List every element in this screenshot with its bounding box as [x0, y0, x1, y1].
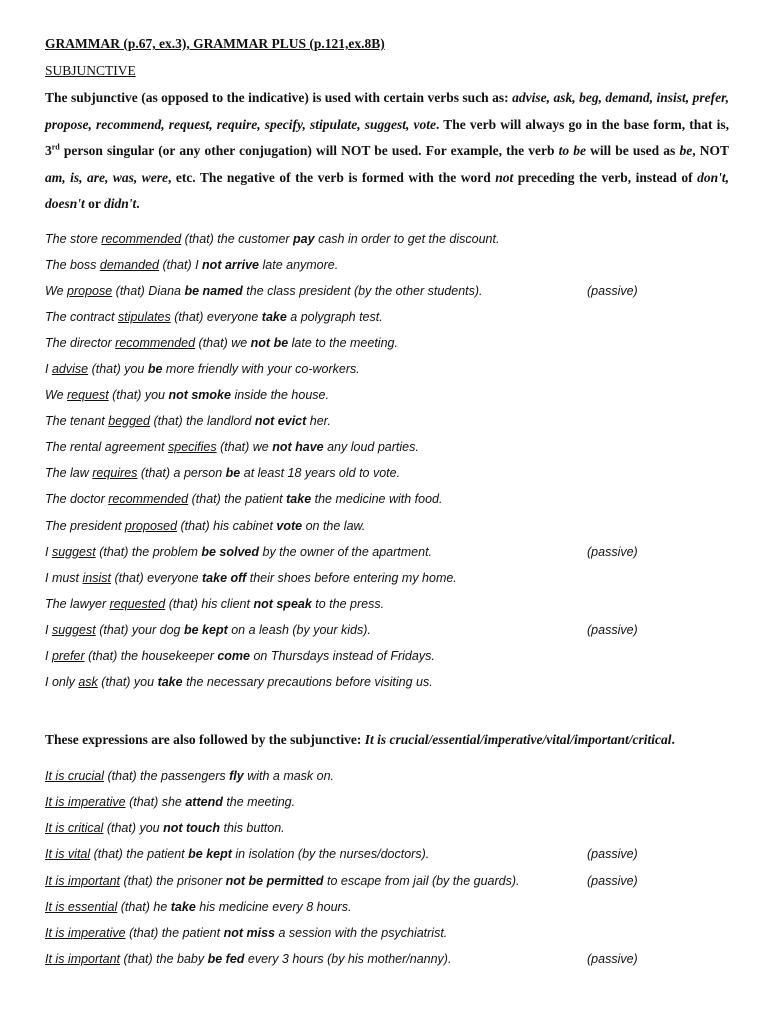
subjunctive-verb: not be permitted: [225, 873, 324, 888]
section-title: SUBJUNCTIVE: [45, 63, 136, 78]
sentence-text: (that) his cabinet: [177, 518, 277, 533]
example-sentence: [45, 304, 729, 330]
subjunctive-verb: take: [261, 309, 287, 324]
subjunctive-verb: not arrive: [202, 257, 260, 272]
expression-sentence: [45, 868, 729, 894]
subjunctive-verb: not miss: [223, 925, 275, 940]
sentence-text: (that) the customer: [181, 231, 294, 246]
sentence-subject: The lawyer: [45, 596, 110, 611]
trigger-verb: propose: [67, 283, 113, 298]
sentence-subject: I must: [45, 570, 83, 585]
sentence-text: (that) he: [117, 899, 171, 914]
subjunctive-verb: be: [225, 466, 241, 481]
sentence-text: (that) the baby: [120, 951, 208, 966]
trigger-verb: request: [67, 388, 109, 403]
sentence-subject: The store: [45, 231, 102, 246]
example-sentence: [45, 434, 729, 460]
subjunctive-verb: take: [157, 675, 183, 690]
trigger-verb: advise: [51, 361, 89, 376]
trigger-verb: demanded: [99, 257, 159, 272]
trigger-verb: prefer: [51, 649, 85, 663]
sentence-text: any loud parties.: [323, 440, 419, 455]
examples-list: [45, 226, 729, 696]
passive-label: (passive): [587, 873, 638, 888]
sentence-text: the necessary precautions before visiting us.: [182, 675, 433, 690]
trigger-expression: It is imperative: [45, 925, 126, 940]
example-sentence: [45, 591, 729, 617]
sentence-subject: We: [45, 388, 67, 403]
trigger-verb: proposed: [124, 518, 178, 533]
sentence-text: this button.: [220, 821, 285, 836]
sentence-text: late anymore.: [259, 257, 339, 272]
sentence-text: (that) we: [195, 335, 251, 350]
trigger-expression: It is crucial: [45, 769, 105, 784]
passive-label: (passive): [587, 951, 638, 966]
sentence-text: to the press.: [311, 596, 385, 611]
subjunctive-verb: take off: [202, 570, 247, 585]
subjunctive-verb: not speak: [253, 596, 312, 611]
sentence-text: (that) Diana: [112, 283, 185, 298]
sentence-subject: I: [45, 622, 52, 637]
sentence-text: (that) everyone: [170, 309, 262, 324]
subjunctive-verb: take: [286, 492, 312, 507]
trigger-expression: It is vital: [45, 847, 91, 862]
sentence-text: cash in order to get the discount.: [314, 231, 500, 246]
sentence-text: by the owner of the apartment.: [259, 544, 433, 559]
sentence-text: (that) a person: [137, 466, 226, 481]
trigger-verb: ask: [78, 675, 98, 690]
subjunctive-verb: attend: [185, 795, 223, 810]
subjunctive-verb: fly: [229, 769, 244, 784]
sentence-subject: The rental agreement: [45, 440, 168, 455]
document-heading: GRAMMAR (p.67, ex.3), GRAMMAR PLUS (p.121,ex.8B): [45, 36, 385, 51]
trigger-verb: suggest: [51, 544, 96, 559]
sentence-text: a session with the psychiatrist.: [274, 925, 448, 940]
sentence-text: at least 18 years old to vote.: [240, 466, 401, 481]
example-sentence: [45, 643, 729, 669]
sentence-text: a polygraph test.: [286, 309, 383, 324]
trigger-verb: recommended: [115, 335, 196, 350]
sentence-text: (that) everyone: [111, 570, 203, 585]
expression-sentence: [45, 789, 729, 815]
sentence-text: (that) you: [97, 675, 158, 690]
sentence-subject: The director: [45, 335, 116, 350]
sentence-text: his medicine every 8 hours.: [195, 899, 352, 914]
expression-sentence: [45, 815, 729, 841]
ordinal-suffix: rd: [51, 142, 60, 152]
subjunctive-verb: be solved: [201, 544, 260, 559]
example-verb: to be: [558, 143, 586, 158]
trigger-expression: It is critical: [45, 821, 104, 836]
intro-text: . The verb will always go in the base form, that is, 3: [45, 116, 729, 158]
sentence-text: (that) the housekeeper: [84, 649, 218, 663]
expression-sentence: [45, 763, 729, 789]
example-sentence: [45, 252, 729, 278]
sentence-text: (that) you: [108, 388, 169, 403]
intro-text: .: [136, 196, 140, 211]
example-sentence: [45, 617, 729, 643]
subjunctive-verb: come: [217, 649, 250, 663]
subjunctive-verb: not evict: [254, 414, 307, 429]
subjunctive-verb: be named: [184, 283, 243, 298]
subjunctive-verb: not have: [272, 440, 324, 455]
subjunctive-verb: pay: [293, 231, 315, 246]
trigger-verb: stipulates: [117, 309, 171, 324]
trigger-verb: begged: [108, 414, 150, 429]
sentence-subject: The boss: [45, 257, 100, 272]
sentence-subject: I: [45, 544, 52, 559]
sentence-text: (that) you: [103, 821, 164, 836]
sentence-subject: I: [45, 361, 52, 376]
sentence-text: inside the house.: [230, 388, 329, 403]
example-sentence: [45, 669, 729, 695]
trigger-expression: It is imperative: [45, 795, 126, 810]
negative-form: didn't: [104, 196, 137, 211]
sentence-text: the class president (by the other students).: [242, 283, 483, 298]
passive-label: (passive): [587, 283, 638, 298]
sentence-text: the medicine with food.: [311, 492, 443, 507]
example-sentence: [45, 408, 729, 434]
trigger-verb: recommended: [101, 231, 182, 246]
sentence-subject: The president: [45, 518, 125, 533]
sentence-text: their shoes before entering my home.: [246, 570, 457, 585]
sentence-text: (that) his client: [165, 596, 254, 611]
subjunctive-verb: not smoke: [168, 388, 231, 403]
passive-label: (passive): [587, 847, 638, 862]
sentence-text: (that) the patient: [125, 925, 224, 940]
intro-text: or: [84, 196, 105, 211]
sentence-text: with a mask on.: [243, 769, 335, 784]
example-sentence: [45, 278, 729, 304]
sentence-text: (that) the problem: [95, 544, 202, 559]
sentence-text: her.: [306, 414, 331, 429]
expression-sentence: [45, 920, 729, 946]
intro-text: , NOT: [692, 143, 729, 158]
expression-sentence: [45, 946, 729, 972]
expressions-heading-text: These expressions are also followed by the subjunctive:: [45, 732, 365, 748]
sentence-subject: The contract: [45, 309, 118, 324]
expression-sentence: [45, 894, 729, 920]
subjunctive-verb: be kept: [183, 622, 228, 637]
sentence-subject: The doctor: [45, 492, 109, 507]
sentence-text: every 3 hours (by his mother/nanny).: [244, 951, 452, 966]
sentence-subject: I only: [45, 675, 79, 690]
negative-forms: don't, doesn't: [45, 169, 729, 211]
trigger-verb: suggest: [51, 622, 96, 637]
sentence-text: (that) the passengers: [104, 769, 230, 784]
verb-forms: am, is, are, was, were: [45, 169, 168, 185]
trigger-expression: It is essential: [45, 899, 118, 914]
sentence-text: (that) the patient: [90, 847, 189, 862]
sentence-text: on Thursdays instead of Fridays.: [250, 649, 435, 663]
sentence-text: (that) you: [88, 361, 148, 376]
sentence-text: (that) the landlord: [149, 414, 255, 429]
passive-label: (passive): [587, 544, 638, 559]
trigger-verb: specifies: [168, 440, 217, 455]
example-sentence: [45, 539, 729, 565]
sentence-text: late to the meeting.: [288, 335, 398, 350]
example-sentence: [45, 565, 729, 591]
sentence-subject: The law: [45, 466, 93, 481]
document-page: [45, 33, 729, 972]
sentence-text: in isolation (by the nurses/doctors).: [231, 847, 430, 862]
example-sentence: [45, 486, 729, 512]
sentence-text: more friendly with your co-workers.: [162, 361, 360, 376]
trigger-verb: requested: [109, 596, 166, 611]
sentence-subject: We: [45, 283, 67, 298]
subjunctive-verb: be: [147, 361, 163, 376]
example-verb: be: [679, 143, 693, 158]
trigger-verb: requires: [92, 466, 138, 481]
example-sentence: [45, 382, 729, 408]
sentence-text: (that) we: [216, 440, 273, 455]
subjunctive-verb: vote: [276, 518, 303, 533]
intro-text: will be used as: [585, 143, 680, 158]
sentence-text: (that) the prisoner: [120, 873, 226, 888]
verb-list: advise, ask, beg, demand, insist, prefer, propose, recommend, request, require, specify, stipulate, suggest, vote: [45, 90, 729, 132]
intro-text: person singular (or any other conjugation) will NOT be used. For example, the verb: [59, 143, 559, 158]
sentence-text: (that) the patient: [188, 492, 287, 507]
trigger-expression: It is important: [45, 873, 121, 888]
sentence-subject: The tenant: [45, 414, 109, 429]
sentence-text: on a leash (by your kids).: [227, 622, 371, 637]
trigger-verb: recommended: [108, 492, 189, 507]
subjunctive-verb: be fed: [207, 951, 245, 966]
example-sentence: [45, 513, 729, 539]
intro-text: preceding the verb, instead of: [513, 169, 698, 185]
expressions-examples-list: [45, 763, 729, 972]
example-word: not: [495, 169, 514, 185]
sentence-text: (that) I: [158, 257, 203, 272]
example-sentence: [45, 226, 729, 252]
subjunctive-verb: be kept: [188, 847, 232, 862]
trigger-expression: It is important: [45, 951, 121, 966]
sentence-text: to escape from jail (by the guards).: [323, 873, 520, 888]
subjunctive-verb: not touch: [163, 821, 221, 836]
trigger-verb: insist: [82, 570, 111, 585]
example-sentence: [45, 330, 729, 356]
sentence-subject: I: [45, 649, 52, 663]
expressions-heading: [45, 727, 729, 757]
subjunctive-verb: not be: [250, 335, 289, 350]
intro-text: The subjunctive (as opposed to the indicative) is used with certain verbs such as:: [45, 90, 513, 105]
expression-sentence: [45, 841, 729, 867]
intro-paragraph: [45, 85, 729, 218]
sentence-text: (that) your dog: [95, 622, 184, 637]
expressions-heading-end: .: [671, 732, 675, 748]
example-sentence: [45, 460, 729, 486]
intro-text: , etc. The negative of the verb is formed with the word: [167, 169, 496, 185]
sentence-text: (that) she: [125, 795, 186, 810]
subjunctive-verb: take: [170, 899, 196, 914]
passive-label: (passive): [587, 622, 638, 637]
example-sentence: [45, 356, 729, 382]
expressions-list-text: It is crucial/essential/imperative/vital/important/critical: [364, 732, 672, 748]
sentence-text: on the law.: [302, 518, 366, 533]
sentence-text: the meeting.: [222, 795, 296, 810]
